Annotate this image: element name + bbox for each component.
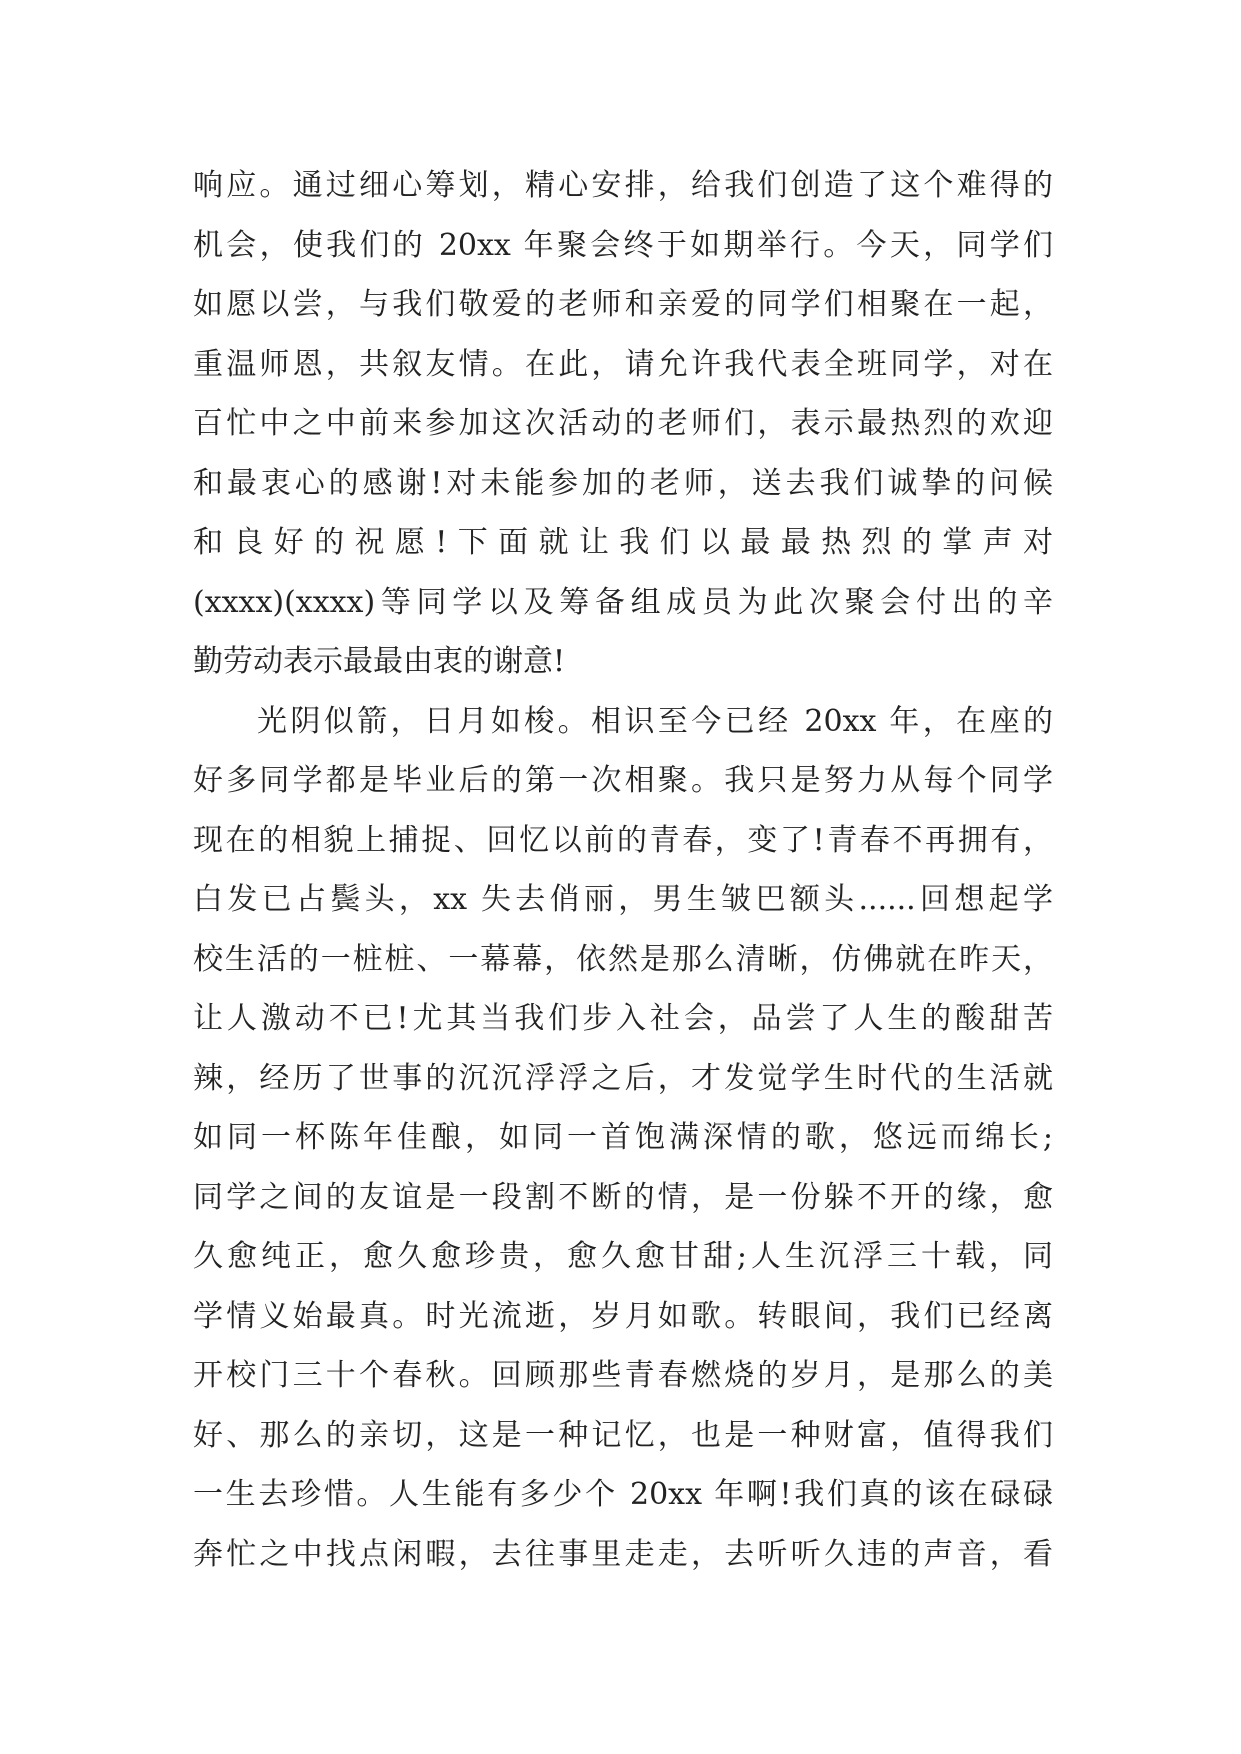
text-line: 百忙中之中前来参加这次活动的老师们，表示最热烈的欢迎 (193, 406, 1053, 441)
text-line: 响应。通过细心筹划，精心安排，给我们创造了这个难得的 (193, 168, 1053, 203)
text-line: 辣，经历了世事的沉沉浮浮之后，才发觉学生时代的生活就 (193, 1060, 1053, 1096)
text-line: 好多同学都是毕业后的第一次相聚。我只是努力从每个同学 (193, 763, 1053, 798)
text-line: 勤劳动表示最最由衷的谢意! (193, 644, 566, 679)
text-line: 如同一杯陈年佳酿，如同一首饱满深情的歌，悠远而绵长; (193, 1120, 1053, 1155)
text-line: 学情义始最真。时光流逝，岁月如歌。转眼间，我们已经离 (193, 1298, 1053, 1334)
text-line: 光阴似箭，日月如梭。相识至今已经 20xx 年，在座的 (257, 703, 1053, 739)
text-line: 开校门三十个春秋。回顾那些青春燃烧的岁月，是那么的美 (193, 1358, 1053, 1393)
text-line: 如愿以尝，与我们敬爱的老师和亲爱的同学们相聚在一起， (193, 287, 1053, 322)
text-line: 现在的相貌上捕捉、回忆以前的青春，变了!青春不再拥有， (193, 822, 1053, 858)
paragraph-1 (193, 156, 1053, 692)
text-line: 校生活的一桩桩、一幕幕，依然是那么清晰，仿佛就在昨天， (193, 941, 1053, 977)
text-line: 一生去珍惜。人生能有多少个 20xx 年啊!我们真的该在碌碌 (193, 1477, 1053, 1512)
text-line: 久愈纯正，愈久愈珍贵，愈久愈甘甜;人生沉浮三十载，同 (193, 1239, 1053, 1274)
text-line: 奔忙之中找点闲暇，去往事里走走，去听听久违的声音，看 (193, 1536, 1053, 1572)
text-line: (xxxx)(xxxx)等同学以及筹备组成员为此次聚会付出的辛 (193, 584, 1053, 620)
text-line: 让人激动不已!尤其当我们步入社会，品尝了人生的酸甜苦 (193, 1001, 1053, 1036)
document-body (193, 156, 1053, 1584)
text-line: 和良好的祝愿!下面就让我们以最最热烈的掌声对 (193, 525, 1053, 560)
paragraph-2 (193, 692, 1053, 1585)
text-line: 机会，使我们的 20xx 年聚会终于如期举行。今天，同学们 (193, 227, 1053, 263)
text-line: 和最衷心的感谢!对未能参加的老师，送去我们诚挚的问候 (193, 465, 1053, 501)
text-line: 白发已占鬓头，xx 失去俏丽，男生皱巴额头......回想起学 (193, 882, 1053, 917)
text-line: 好、那么的亲切，这是一种记忆，也是一种财富，值得我们 (193, 1417, 1053, 1453)
text-line: 重温师恩，共叙友情。在此，请允许我代表全班同学，对在 (193, 346, 1053, 382)
text-line: 同学之间的友谊是一段割不断的情，是一份躲不开的缘，愈 (193, 1179, 1053, 1215)
